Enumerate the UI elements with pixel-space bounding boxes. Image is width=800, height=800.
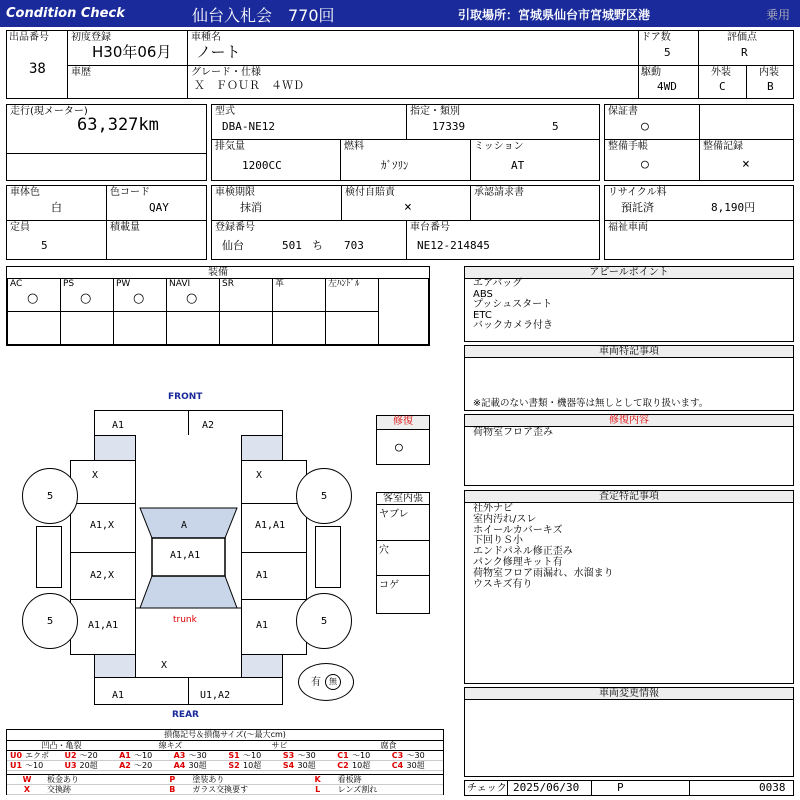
legend-header: 線キズ: [158, 741, 183, 750]
drive-box: [638, 65, 699, 99]
equipment-item-0: [7, 278, 61, 312]
inspection-value: 抹消: [240, 201, 262, 214]
front-right-damage: A2: [202, 420, 215, 431]
check-label: チェック: [467, 783, 507, 794]
tire-fr-value: 5: [320, 490, 328, 502]
equipment-item-3: [166, 278, 220, 312]
legend-cell: [389, 761, 444, 771]
tailgate-panel: [135, 654, 242, 678]
interior-value: B: [767, 80, 774, 93]
legend-text: ガラス交換要す: [192, 785, 249, 794]
quarter-left-damage: A1,A1: [88, 620, 119, 631]
approval-label: 承認請求書: [474, 187, 524, 198]
legend-code: A3: [173, 751, 186, 760]
legend-text: 看板跡: [337, 775, 362, 784]
change-panel: [464, 687, 794, 777]
chassis-box: [406, 220, 600, 260]
windshield: [140, 508, 237, 538]
assessment-title: 査定特記事項: [465, 491, 793, 503]
equipment-item-6: [325, 278, 379, 312]
assessment-line: ウスキズ有り: [473, 578, 533, 590]
recycle-label: リサイクル料: [608, 187, 667, 198]
door-rear-right: [241, 552, 307, 600]
check-date: 2025/06/30: [513, 781, 580, 794]
welfare-box: [604, 220, 794, 260]
equipment-blank-4: [219, 311, 273, 345]
appeal-line: バックカメラ付き: [473, 320, 553, 331]
legend-panel: [6, 729, 444, 795]
repair-box: [376, 415, 430, 465]
model-box: [187, 30, 639, 66]
legend-cell: [225, 761, 280, 771]
legend-cell: [62, 751, 117, 761]
tire-rear-right: [296, 593, 352, 649]
assessment-line: 社外ナビ: [473, 503, 513, 514]
pillar-fr: [241, 435, 283, 461]
mileage-label: 走行(現メーター): [10, 106, 88, 117]
auction-title: 仙台入札会 770回: [192, 6, 335, 25]
front-center: [135, 435, 242, 461]
mileage-value: 63,327km: [77, 115, 159, 135]
assessment-line: 荷物室フロア雨漏れ、水溜まり: [473, 567, 614, 579]
color-code-box: [106, 185, 207, 221]
color-value: 白: [51, 201, 62, 214]
equipment-name: SR: [222, 279, 234, 289]
legend-text: 〜20: [134, 761, 153, 770]
record-box: [699, 139, 794, 181]
door-fr-damage: A1,A1: [255, 520, 286, 531]
plate-box: [211, 220, 407, 260]
legend-text: 〜10: [25, 761, 44, 770]
doors-value: 5: [664, 46, 671, 59]
legend-cell: [334, 761, 389, 771]
color-label: 車体色: [10, 187, 40, 198]
mirror-right: [315, 526, 341, 588]
legend-code: P: [169, 775, 176, 784]
legend-text: 塗装あり: [192, 775, 225, 784]
legend-code: K: [314, 775, 321, 784]
insurance-label: 検付自賠責: [345, 187, 395, 198]
legend-text: 〜10: [243, 751, 262, 760]
header-bar: [0, 0, 800, 27]
legend-cell: [171, 751, 226, 761]
grade-label: グレード・仕様: [191, 67, 261, 78]
score-value: R: [741, 46, 748, 59]
equipment-blank-1: [60, 311, 114, 345]
legend-text: 〜10: [352, 751, 371, 760]
fender-left: [70, 460, 136, 504]
score-label: 評価点: [727, 32, 757, 43]
roof-damage: A1,A1: [170, 550, 201, 561]
equipment-extra: [378, 278, 429, 345]
first-reg-value: H30年06月: [92, 43, 172, 61]
repair-mark: ○: [395, 440, 403, 455]
repair-content-title: 修復内容: [465, 415, 793, 427]
door-fl-damage: A1,X: [90, 520, 115, 531]
exterior-box: [698, 65, 747, 99]
warranty-box: [604, 104, 700, 140]
legend-code: U2: [64, 751, 77, 760]
equipment-mark: ○: [133, 291, 145, 306]
chassis-value: NE12-214845: [417, 239, 490, 252]
drive-label: 駆動: [641, 67, 661, 78]
repair-content-list: [473, 427, 553, 438]
tire-rl-value: 5: [46, 615, 54, 627]
recycle-box: [604, 185, 794, 221]
interior-box: [746, 65, 794, 99]
legend-code: C3: [391, 751, 404, 760]
first-reg-box: [67, 30, 188, 66]
legend-rows-2: [7, 774, 443, 794]
manual-box: [604, 139, 700, 181]
spec-value-2: 5: [552, 120, 559, 133]
assessment-line: 室内汚れ/スレ: [473, 513, 537, 525]
plate-num: 501: [282, 239, 302, 252]
legend-cell: [116, 761, 171, 771]
legend-header: サビ: [271, 741, 288, 750]
spare-yes-label: 有: [311, 677, 321, 688]
rear-label: REAR: [172, 710, 199, 720]
appeal-list: [473, 279, 553, 332]
equipment-mark: ○: [186, 291, 198, 306]
legend-code: A2: [119, 761, 131, 770]
load-box: [106, 220, 207, 260]
legend-code: A1: [119, 751, 131, 760]
plate-no: 703: [344, 239, 364, 252]
equipment-name: 左ﾊﾝﾄﾞﾙ: [328, 279, 360, 289]
appeal-line: ABS: [473, 288, 493, 300]
legend-cell: [298, 785, 443, 795]
equipment-item-2: [113, 278, 167, 312]
assessment-line: 下回りＳ小: [473, 535, 523, 547]
legend-cell: [7, 785, 152, 795]
repair-content-line: 荷物室フロア歪み: [473, 427, 553, 438]
legend-cell: [389, 751, 444, 761]
spec-value-1: 17339: [432, 120, 466, 133]
check-code: P: [617, 781, 624, 794]
tire-rr-value: 5: [320, 615, 328, 627]
legend-code: A4: [173, 761, 186, 770]
door-rr-damage: A1: [256, 570, 269, 581]
spare-tire: [298, 663, 354, 701]
model-label: 車種名: [191, 32, 221, 43]
appeal-title: アピールポイント: [465, 267, 793, 279]
equipment-item-1: [60, 278, 114, 312]
legend-text: 30超: [297, 761, 316, 770]
type-label: 型式: [215, 106, 235, 117]
fuel-box: [340, 139, 471, 181]
equipment-blank-0: [7, 311, 61, 345]
legend-header: 凹凸・亀裂: [41, 741, 82, 750]
legend-rows: [7, 751, 443, 771]
legend-text: 板金あり: [47, 775, 79, 784]
legend-cell: [334, 751, 389, 761]
tire-fl-value: 5: [46, 490, 54, 502]
plate-kana: ち: [312, 239, 323, 252]
equipment-name: NAVI: [169, 279, 191, 289]
approval-box: [470, 185, 600, 221]
capacity-value: 5: [41, 239, 48, 252]
legend-cell: [7, 751, 62, 761]
type-box: [211, 104, 407, 140]
appeal-line: エアバッグ: [473, 278, 523, 289]
legend-code: S4: [282, 761, 295, 770]
lot-box: [6, 30, 68, 99]
legend-text: 30超: [188, 761, 207, 770]
hood-damage: A: [181, 520, 188, 531]
spec-box: [406, 104, 600, 140]
category-label: 乗用: [766, 8, 791, 22]
repair-content-panel: [464, 414, 794, 486]
brand-title: Condition Check: [6, 6, 125, 21]
fender-right-damage: X: [256, 470, 263, 481]
equipment-panel: [6, 266, 430, 346]
legend-cell: [171, 761, 226, 771]
equipment-name: PS: [63, 279, 75, 289]
front-left-damage: A1: [112, 420, 125, 431]
manual-label: 整備手帳: [608, 141, 648, 152]
legend-cell: [298, 775, 443, 785]
insurance-box: [341, 185, 471, 221]
history-label: 車歴: [71, 67, 91, 78]
pickup-location: 引取場所：宮城県仙台市宮城野区港: [458, 8, 651, 22]
legend-code: B: [169, 785, 176, 794]
drive-value: 4WD: [657, 80, 677, 93]
legend-cell: [225, 751, 280, 761]
rear-right-damage: U1,A2: [200, 690, 231, 701]
load-label: 積載量: [110, 222, 140, 233]
check-number: 0038: [759, 781, 786, 794]
plate-area: 仙台: [222, 239, 244, 252]
fender-left-damage: X: [92, 470, 99, 481]
plate-label: 登録番号: [215, 222, 255, 233]
score-box: [698, 30, 794, 66]
legend-title: 損傷記号＆損傷サイズ(〜最大cm): [7, 730, 443, 741]
record-value: ×: [742, 157, 750, 172]
door-rl-damage: A2,X: [90, 570, 115, 581]
cabin-item: 穴: [377, 540, 429, 575]
rear-bumper-left: [94, 677, 189, 705]
rear-window: [140, 576, 237, 608]
legend-code: U1: [9, 761, 23, 770]
legend-text: 〜30: [406, 751, 425, 760]
legend-cell: [62, 761, 117, 771]
equipment-name: PW: [116, 279, 131, 289]
equipment-blank-5: [272, 311, 326, 345]
capacity-box: [6, 220, 107, 260]
assessment-line: パンク修理キット有: [473, 556, 563, 568]
legend-code: C2: [337, 761, 349, 770]
inspection-box: [211, 185, 342, 221]
legend-text: 〜30: [297, 751, 316, 760]
tire-rear-left: [22, 593, 78, 649]
insurance-value: ×: [404, 200, 412, 215]
appeal-panel: [464, 266, 794, 342]
first-reg-label: 初度登録: [71, 32, 111, 43]
cabin-list: [377, 505, 429, 610]
trunk-label: trunk: [173, 615, 197, 625]
special-title: 車両特記事項: [465, 346, 793, 358]
legend-cell: [7, 775, 152, 785]
appeal-line: ETC: [473, 309, 492, 321]
legend-cell: [152, 775, 297, 785]
tire-front-right: [296, 468, 352, 524]
mirror-left: [36, 526, 62, 588]
spare-mark: 無: [325, 674, 341, 690]
legend-code: U0: [9, 751, 23, 760]
legend-text: 交換跡: [47, 785, 71, 794]
cabin-title: 客室内張: [377, 493, 429, 505]
recycle-fee: 8,190円: [711, 201, 756, 214]
warranty-extra-box: [699, 104, 794, 140]
lot-number: 38: [29, 61, 46, 77]
legend-text: 10超: [352, 761, 371, 770]
grade-value: Ｘ ＦＯＵＲ ４ＷＤ: [194, 79, 304, 92]
cc-label: 排気量: [215, 141, 245, 152]
warranty-value: ○: [641, 119, 649, 134]
legend-code: W: [22, 775, 32, 784]
cc-value: 1200CC: [242, 159, 282, 172]
legend-code: S2: [228, 761, 240, 770]
fuel-value: ｶﾞｿﾘﾝ: [381, 159, 409, 172]
legend-code: C1: [337, 751, 349, 760]
pillar-fl: [94, 435, 136, 461]
legend-code: S1: [228, 751, 240, 760]
grade-box: [187, 65, 639, 99]
mileage-sub-box: [6, 153, 207, 181]
legend-code: X: [23, 785, 31, 794]
color-code-value: QAY: [149, 201, 169, 214]
color-box: [6, 185, 107, 221]
inspection-label: 車検期限: [215, 187, 255, 198]
cc-box: [211, 139, 341, 181]
legend-text: エクボ: [25, 751, 49, 760]
assessment-line: ホイールカバーキズ: [473, 524, 563, 536]
legend-headers: [7, 741, 443, 751]
legend-code: U3: [64, 761, 77, 770]
equipment-grid: [7, 278, 429, 345]
equipment-blank-6: [325, 311, 379, 345]
quarter-right-damage: A1: [256, 620, 269, 631]
type-value: DBA-NE12: [222, 120, 275, 133]
cabin-item: ヤブレ: [379, 509, 409, 520]
mission-value: AT: [511, 159, 525, 172]
legend-text: 〜10: [134, 751, 153, 760]
equipment-item-4: [219, 278, 273, 312]
equipment-name: 革: [275, 279, 285, 289]
rear-left-damage: A1: [112, 690, 125, 701]
color-code-label: 色コード: [110, 187, 150, 198]
pillar-rr: [241, 654, 283, 678]
doors-box: [638, 30, 699, 66]
lot-label: 出品番号: [9, 32, 49, 43]
cabin-item: コゲ: [377, 575, 429, 610]
equipment-blank-2: [113, 311, 167, 345]
equipment-mark: ○: [27, 291, 39, 306]
legend-cell: [152, 785, 297, 795]
equipment-title: 装備: [7, 267, 429, 279]
legend-text: 〜20: [79, 751, 98, 760]
legend-cell: [280, 751, 335, 761]
cabin-panel: [376, 492, 430, 614]
mileage-box: [6, 104, 207, 154]
legend-code: S3: [282, 751, 295, 760]
pillar-rl: [94, 654, 136, 678]
legend-code: L: [315, 785, 321, 794]
check-row: [464, 780, 794, 796]
repair-title: 修復: [377, 416, 429, 430]
legend-cell: [7, 761, 62, 771]
exterior-value: C: [719, 80, 726, 93]
warranty-label: 保証書: [608, 106, 638, 117]
appeal-line: プッシュスタート: [473, 299, 553, 310]
legend-cell: [280, 761, 335, 771]
doors-label: ドア数: [641, 32, 671, 43]
legend-text: 30超: [406, 761, 425, 770]
legend-text: 〜30: [188, 751, 207, 760]
legend-text: 10超: [243, 761, 262, 770]
fuel-label: 燃料: [344, 141, 364, 152]
interior-label: 内装: [759, 67, 779, 78]
assessment-list: [473, 504, 614, 590]
legend-text: 20超: [79, 761, 98, 770]
capacity-label: 定員: [10, 222, 30, 233]
record-label: 整備記録: [703, 141, 743, 152]
exterior-label: 外装: [711, 67, 731, 78]
equipment-mark: ○: [80, 291, 92, 306]
equipment-blank-3: [166, 311, 220, 345]
legend-text: レンズ割れ: [337, 785, 378, 794]
recycle-status: 預託済: [621, 201, 654, 214]
mission-label: ミッション: [474, 141, 524, 152]
assessment-line: エンドパネル修正歪み: [473, 546, 573, 558]
mission-box: [470, 139, 600, 181]
special-note: ※記載のない書類・機器等は無しとして取り扱います。: [473, 398, 709, 409]
tailgate-damage: X: [161, 660, 168, 671]
front-label: FRONT: [168, 392, 203, 402]
assessment-panel: [464, 490, 794, 684]
change-title: 車両変更情報: [465, 688, 793, 700]
legend-code: C4: [391, 761, 404, 770]
legend-header: 腐食: [380, 741, 397, 750]
chassis-label: 車台番号: [410, 222, 450, 233]
equipment-item-5: [272, 278, 326, 312]
model-value: ノート: [196, 43, 241, 61]
welfare-label: 福祉車両: [608, 222, 648, 233]
tire-front-left: [22, 468, 78, 524]
special-panel: [464, 345, 794, 411]
manual-value: ○: [641, 157, 649, 172]
spec-label: 指定・類別: [410, 106, 460, 117]
front-bumper-left: [94, 410, 189, 436]
equipment-name: AC: [10, 279, 23, 289]
history-box: [67, 65, 188, 99]
legend-cell: [116, 751, 171, 761]
